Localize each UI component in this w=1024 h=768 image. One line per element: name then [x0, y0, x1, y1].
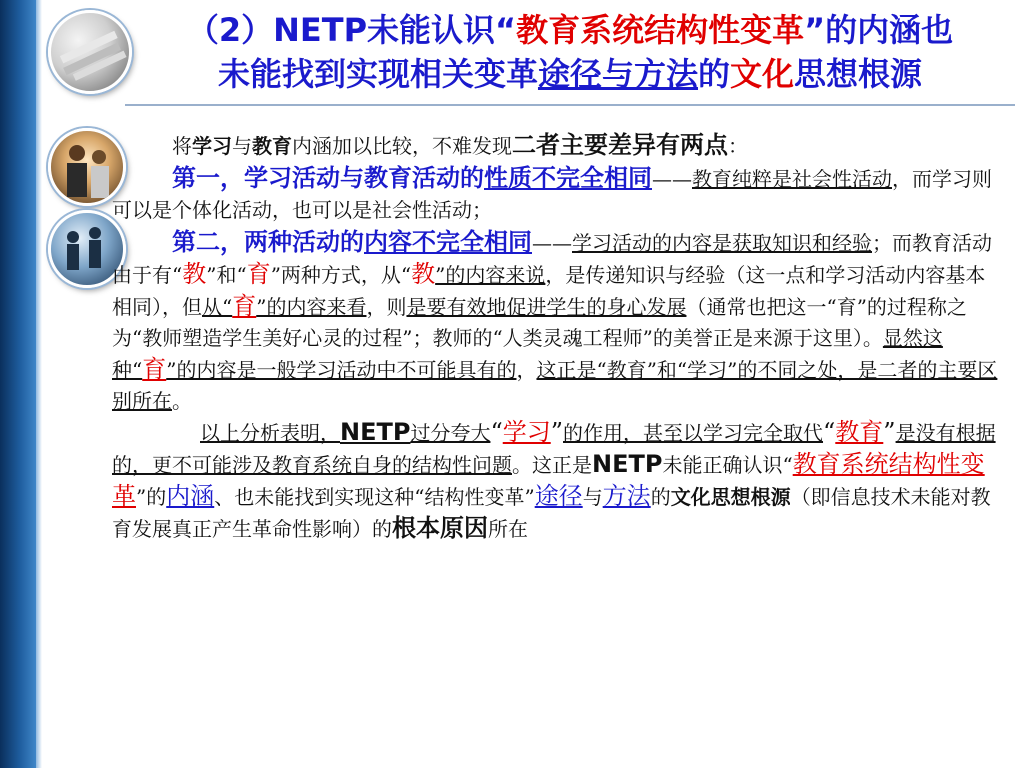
text: 教育系统结构性变革	[112, 450, 985, 510]
text: 第二，两种活动的	[172, 227, 364, 256]
title-part: 教育系统结构性变革	[516, 11, 805, 49]
text: ，是传递知识与经验（这一点和学习活动内容基本相同），但	[112, 263, 986, 319]
paragraph-2	[112, 162, 1002, 226]
text: 教育纯粹是社会性活动	[692, 167, 892, 191]
paragraph-1	[112, 130, 1002, 162]
text: 内涵加以比较，不难发现	[292, 134, 512, 158]
text: 学习	[502, 418, 551, 446]
text: ”和“	[206, 263, 247, 287]
text: ”的	[136, 485, 167, 509]
paragraph-4	[112, 417, 1002, 545]
text: 育	[232, 292, 257, 320]
text: （即信息技术未能对教育发展真正产生革命性影响）的	[112, 485, 991, 541]
text: ，	[516, 358, 537, 382]
title-line-2	[120, 52, 1020, 96]
text: ”的内容是一般学习活动中不可能具有的	[166, 358, 517, 382]
text: “	[490, 418, 503, 446]
text: 根本原因	[392, 514, 488, 542]
text: 未能正确认识“	[662, 453, 793, 477]
text: 显然这种“	[112, 326, 943, 382]
text: 二者主要差异有两点	[512, 131, 728, 159]
text: （通常也把这一“育”的过程称之为“教师塑造学生美好心灵的过程”；教师的“人类灵魂工程师”的美誉正是来源于这里）。	[112, 295, 967, 350]
text: 的作用，甚至以学习完全取代	[563, 421, 824, 445]
text: ，则	[366, 295, 407, 319]
text: 这正是“教育”和“学习”的不同之处，是二者的主要区别所在	[112, 358, 998, 413]
text: 。这正是	[512, 453, 592, 477]
text: 方法	[602, 482, 651, 510]
text: ，而学习则可以是个体化活动，也可以是社会性活动；	[112, 167, 992, 222]
text: 第一，学习活动与教育活动的	[172, 163, 484, 192]
text: 与	[232, 134, 252, 158]
text: 将	[172, 134, 192, 158]
title-part: 文化	[730, 55, 795, 93]
text: 以上分析表明，	[200, 421, 340, 445]
text: 途径	[534, 482, 583, 510]
text: ；而教育活动由于有“	[112, 231, 992, 287]
title-line-1	[120, 8, 1020, 52]
text: 与	[582, 485, 603, 509]
text: 是要有效地促进学生的身心发展	[406, 295, 687, 319]
text: 性质不完全相同	[484, 163, 652, 192]
title-part: 途径与方法	[537, 55, 698, 93]
text: ”	[550, 418, 564, 446]
slide-title	[120, 8, 1020, 96]
title-part: 未能找到实现相关变革	[217, 55, 538, 93]
text: ——	[532, 231, 572, 255]
text: 育	[246, 260, 271, 288]
title-part: 的	[697, 55, 730, 93]
text: 文化思想根源	[670, 485, 791, 509]
text: 育	[142, 355, 167, 383]
text: NETP	[592, 450, 663, 478]
text: ”	[883, 418, 896, 446]
text: ”的内容来看	[256, 295, 367, 319]
text: “	[823, 418, 836, 446]
paragraph-3	[112, 226, 1002, 417]
text: ：	[728, 134, 748, 158]
sidebar-band	[0, 0, 36, 768]
text: 从“	[202, 295, 233, 319]
text: 教	[182, 260, 207, 288]
text: 教育	[835, 418, 884, 446]
text: 所在	[488, 517, 528, 541]
text: ——	[652, 167, 692, 191]
text: 过分夸大	[410, 421, 491, 445]
text: 的	[650, 485, 671, 509]
title-divider	[125, 104, 1015, 106]
text: 学习	[192, 134, 232, 158]
text: 内容不完全相同	[364, 227, 532, 256]
text: 。	[172, 389, 192, 413]
title-part: （2）NETP未能认识“	[186, 11, 517, 49]
text: ”的内容来说	[435, 263, 546, 287]
text: 是没有根据的，更不可能涉及教育系统自身的结构性问题	[112, 421, 996, 477]
slide-body	[112, 130, 1002, 545]
text: 学习活动的内容是获取知识和经验	[572, 231, 872, 255]
pencils-icon	[51, 13, 129, 91]
text: 教育	[252, 134, 292, 158]
text: 、也未能找到实现这种“结构性变革”	[214, 485, 535, 509]
text: 内涵	[166, 482, 215, 510]
text: NETP	[340, 418, 411, 446]
text: ”两种方式，从“	[270, 263, 412, 287]
text: 教	[411, 260, 436, 288]
title-part: 思想根源	[794, 55, 923, 93]
title-part: ”的内涵也	[804, 11, 954, 49]
